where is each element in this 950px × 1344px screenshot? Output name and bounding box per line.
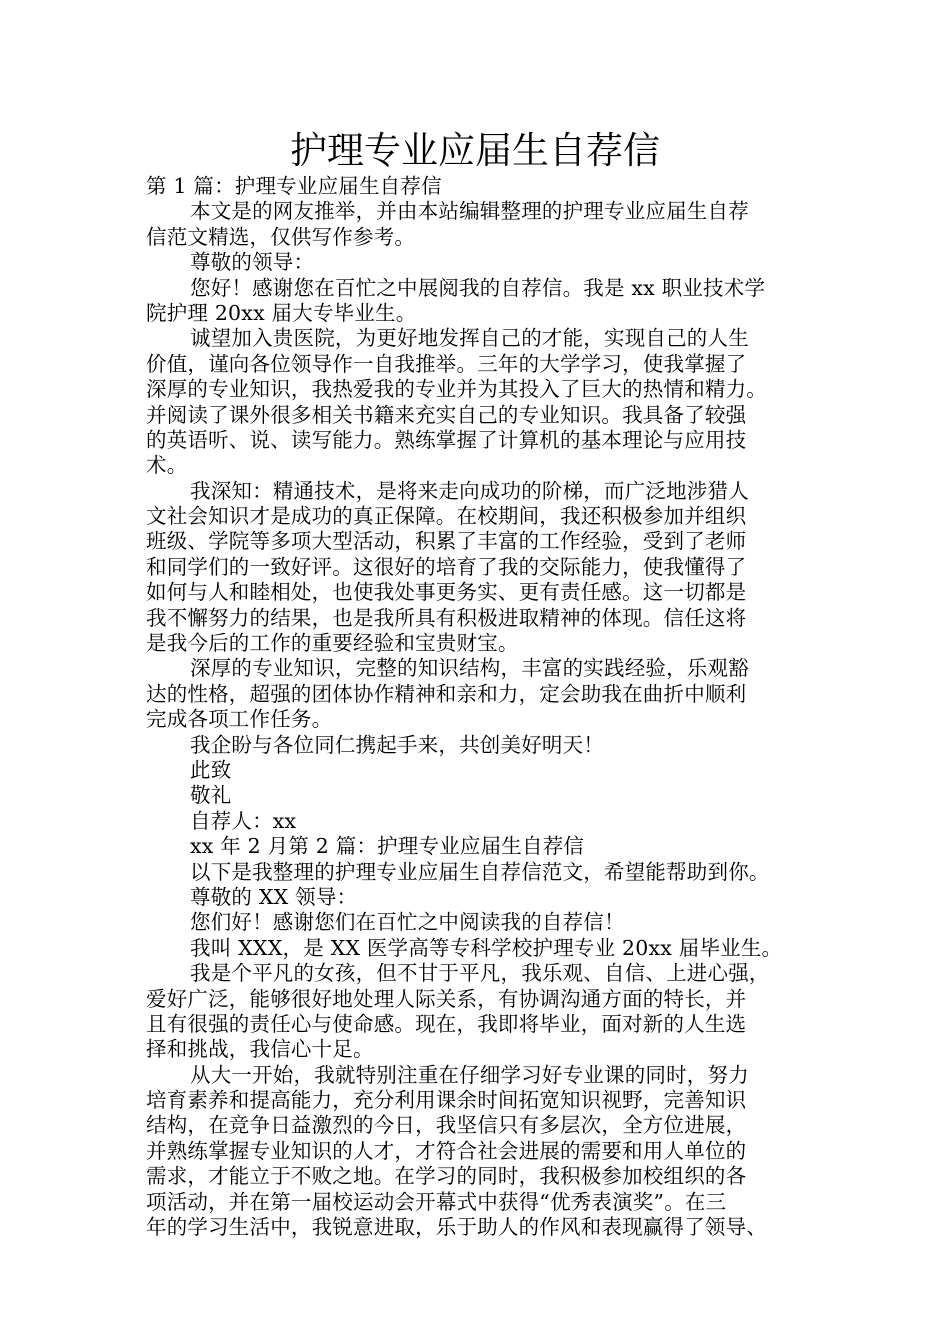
text-line: 您好！感谢您在百忙之中展阅我的自荐信。我是 xx 职业技术学: [190, 275, 766, 300]
text-line: 爱好广泛，能够很好地处理人际关系，有协调沟通方面的特长，并: [146, 986, 747, 1011]
text-line: 我不懈努力的结果，也是我所具有积极进取精神的体现。信任这将: [146, 605, 747, 630]
text-line: 如何与人和睦相处，也使我处事更务实、更有责任感。这一切都是: [146, 580, 747, 605]
text-line: 择和挑战，我信心十足。: [146, 1037, 374, 1062]
text-line: 本文是的网友推举，并由本站编辑整理的护理专业应届生自荐: [190, 199, 749, 224]
text-line: 自荐人：xx: [190, 808, 297, 833]
text-line: 和同学们的一致好评。这很好的培育了我的交际能力，使我懂得了: [146, 554, 747, 579]
text-line: 年的学习生活中，我锐意进取，乐于助人的作风和表现赢得了领导、: [146, 1215, 767, 1240]
text-line: 达的性格，超强的团体协作精神和亲和力，定会助我在曲折中顺利: [146, 681, 747, 706]
text-line: 需求，才能立于不败之地。在学习的同时，我积极参加校组织的各: [146, 1164, 747, 1189]
text-line: 从大一开始，我就特别注重在仔细学习好专业课的同时，努力: [190, 1062, 749, 1087]
document-title: 护理专业应届生自荐信: [290, 129, 660, 172]
text-line: 培育素养和提高能力，充分利用课余时间拓宽知识视野，完善知识: [146, 1088, 747, 1113]
text-line: 第 1 篇：护理专业应届生自荐信: [146, 174, 442, 198]
text-line: 价值，谨向各位领导作一自我推举。三年的大学学习，使我掌握了: [146, 351, 747, 376]
text-line: 您们好！感谢您们在百忙之中阅读我的自荐信！: [190, 910, 625, 935]
text-line: 深厚的专业知识，完整的知识结构，丰富的实践经验，乐观豁: [190, 656, 749, 681]
text-line: 此致: [190, 757, 232, 782]
text-line: 文社会知识才是成功的真正保障。在校期间，我还积极参加并组织: [146, 504, 747, 529]
text-line: 我企盼与各位同仁携起手来，共创美好明天！: [190, 732, 604, 757]
text-line: 信范文精选，仅供写作参考。: [146, 224, 416, 249]
text-line: 项活动，并在第一届校运动会开幕式中获得“优秀表演奖”。在三: [146, 1189, 727, 1214]
text-line: 班级、学院等多项大型活动，积累了丰富的工作经验，受到了老师: [146, 529, 747, 554]
text-line: 并阅读了课外很多相关书籍来充实自己的专业知识。我具备了较强: [146, 402, 747, 427]
text-line: 尊敬的 XX 领导：: [190, 884, 358, 909]
text-line: 我叫 XXX，是 XX 医学高等专科学校护理专业 20xx 届毕业生。: [190, 935, 783, 960]
text-line: 我深知：精通技术，是将来走向成功的阶梯，而广泛地涉猎人: [190, 478, 749, 503]
text-line: 且有很强的责任心与使命感。现在，我即将毕业，面对新的人生选: [146, 1011, 747, 1036]
text-line: 敬礼: [190, 783, 232, 808]
text-line: 诚望加入贵医院，为更好地发挥自己的才能，实现自己的人生: [190, 326, 749, 351]
text-line: 院护理 20xx 届大专毕业生。: [146, 300, 417, 325]
text-line: 术。: [146, 453, 188, 478]
text-line: 的英语听、说、读写能力。熟练掌握了计算机的基本理论与应用技: [146, 427, 747, 452]
text-line: 完成各项工作任务。: [146, 707, 333, 732]
document-body: [146, 174, 816, 1240]
text-line: 尊敬的领导：: [190, 250, 315, 275]
text-line: 是我今后的工作的重要经验和宝贵财宝。: [146, 631, 519, 656]
text-line: 并熟练掌握专业知识的人才，才符合社会进展的需要和用人单位的: [146, 1138, 747, 1163]
text-line: xx 年 2 月第 2 篇：护理专业应届生自荐信: [190, 834, 585, 859]
text-line: 结构，在竞争日益激烈的今日，我坚信只有多层次，全方位进展，: [146, 1113, 747, 1138]
text-line: 以下是我整理的护理专业应届生自荐信范文，希望能帮助到你。: [190, 859, 770, 884]
text-line: 深厚的专业知识，我热爱我的专业并为其投入了巨大的热情和精力。: [146, 377, 767, 402]
text-line: 我是个平凡的女孩，但不甘于平凡，我乐观、自信、上进心强，: [190, 961, 770, 986]
